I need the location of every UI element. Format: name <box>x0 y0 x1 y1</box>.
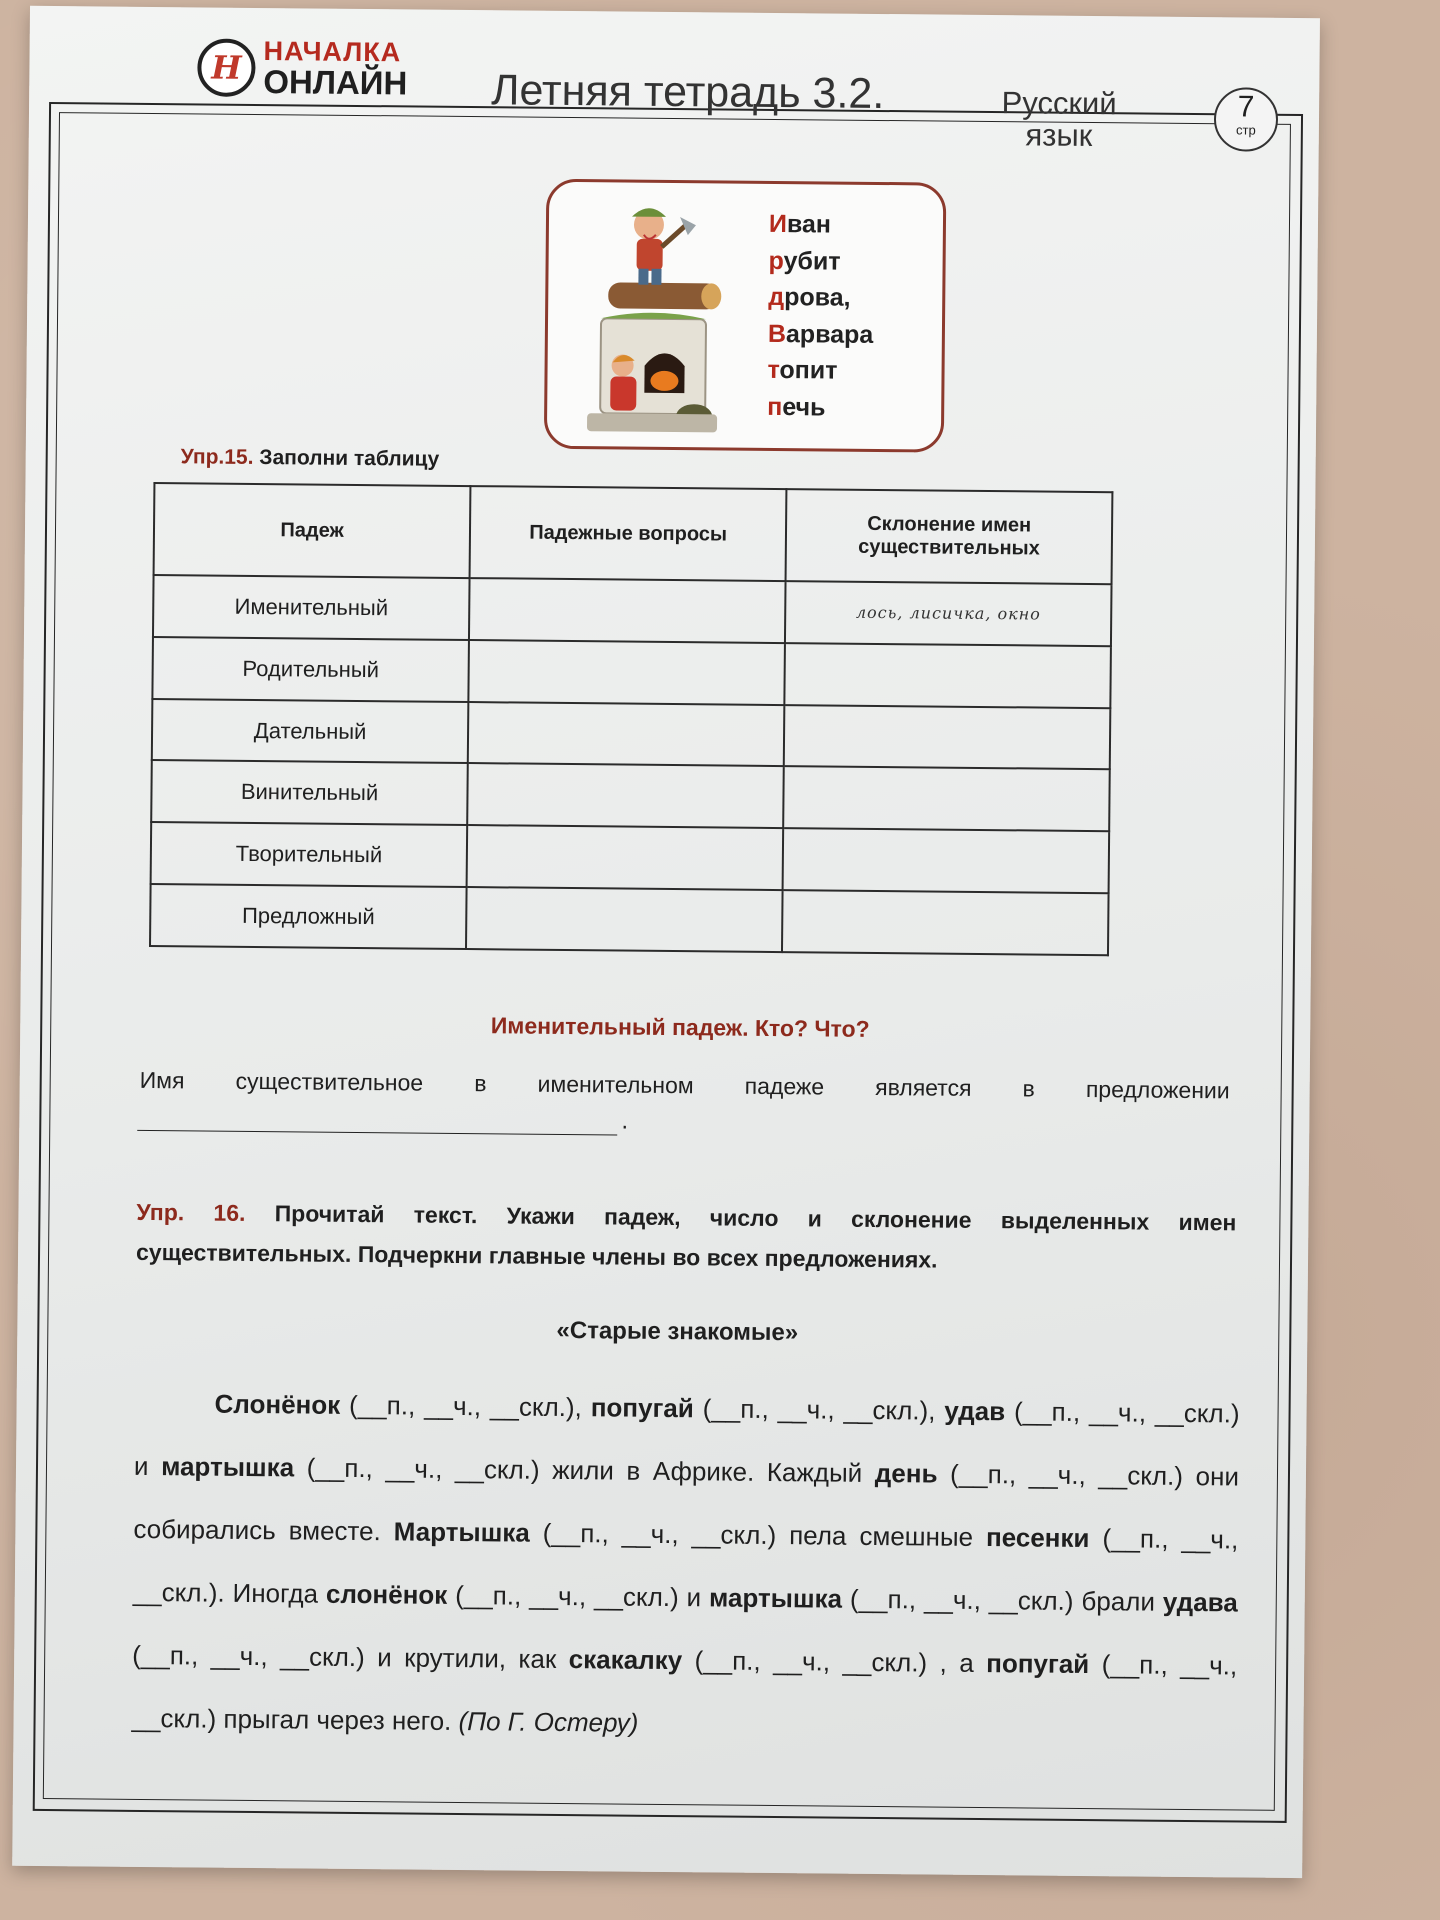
story-text <box>131 1372 1240 1761</box>
table-row <box>151 822 1110 893</box>
sentence-word: печь <box>767 392 826 421</box>
declension-cell[interactable]: лось, лисичка, окно <box>785 581 1111 646</box>
illustration-box <box>544 179 947 453</box>
questions-cell[interactable] <box>469 578 786 643</box>
story-title: «Старые знакомые» <box>556 1316 799 1347</box>
page-number: 7 <box>1237 90 1255 124</box>
declension-cell[interactable] <box>783 767 1109 832</box>
exercise-16-line-2: существительных. Подчеркни главные члены во всех предложениях. <box>135 1238 938 1273</box>
logo-h-icon: Н <box>197 38 256 97</box>
exercise-15-number: Упр.15. <box>180 445 254 469</box>
case-name: Дательный <box>152 699 469 764</box>
highlighted-noun: Слонёнок <box>214 1388 341 1420</box>
sentence-word: топит <box>767 355 838 385</box>
answer-slot-text[interactable]: (__п., __ч., __скл.), <box>340 1389 591 1423</box>
case-name: Родительный <box>152 637 469 702</box>
brand-logo <box>197 36 408 102</box>
story-source: (По Г. Остеру) <box>458 1706 639 1738</box>
subject-label <box>979 87 1140 153</box>
questions-cell[interactable] <box>468 640 785 705</box>
exercise-15-heading <box>181 445 440 471</box>
header-case: Падеж <box>154 483 471 578</box>
highlighted-noun: слонёнок <box>325 1578 448 1610</box>
header-questions: Падежные вопросы <box>470 486 787 581</box>
questions-cell[interactable] <box>467 825 784 890</box>
cases-table <box>149 482 1113 956</box>
highlighted-noun: попугай <box>986 1648 1090 1680</box>
logo-text <box>263 36 408 102</box>
answer-slot-text[interactable]: (__п., __ч., __скл.) они собирались вместе. <box>133 1458 1240 1547</box>
answer-slot-text[interactable]: (__п., __ч., __скл.) , а <box>682 1645 987 1679</box>
case-name: Предложный <box>150 884 467 949</box>
table-row <box>151 760 1110 831</box>
stove-illustration <box>582 310 723 436</box>
answer-slot-text[interactable]: (__п., __ч., __скл.), <box>693 1393 945 1426</box>
exercise-16-text-1: Прочитай текст. Укажи падеж, число и склонение выделенных имен <box>274 1200 1237 1236</box>
case-name: Винительный <box>151 760 468 825</box>
declension-cell[interactable] <box>785 643 1111 708</box>
sentence-word: Варвара <box>767 319 874 349</box>
subject-line-1: Русский <box>1001 85 1117 122</box>
answer-slot-text[interactable]: (__п., __ч., __скл.). Иногда <box>132 1523 1239 1609</box>
sentence-word: дрова, <box>768 282 851 312</box>
sentence-word: рубит <box>768 246 841 276</box>
logo-top-text: НАЧАЛКА <box>263 36 402 68</box>
exercise-16-instruction <box>136 1192 1237 1283</box>
highlighted-noun: мартышка <box>161 1451 295 1483</box>
questions-cell[interactable] <box>467 764 784 829</box>
table-row <box>152 637 1111 708</box>
table-row <box>150 884 1109 955</box>
highlighted-noun: удав <box>944 1395 1006 1427</box>
answer-slot-text[interactable]: (__п., __ч., __скл.) жили в Африке. Каждый <box>293 1452 876 1488</box>
highlighted-noun: мартышка <box>708 1582 843 1614</box>
table-header-row <box>154 483 1113 584</box>
woodcutter-illustration <box>603 194 724 315</box>
exercise-15-instruction: Заполни таблицу <box>259 446 440 471</box>
answer-slot-text[interactable]: (__п., __ч., __скл.) прыгал через него. <box>131 1649 1238 1737</box>
nominative-statement: Имя существительное в именительном падеже является в предложении <box>139 1066 1230 1104</box>
sentence-word: Иван <box>768 209 832 239</box>
answer-slot-text[interactable]: (__п., __ч., __скл.) и <box>133 1396 1240 1482</box>
questions-cell[interactable] <box>466 887 783 952</box>
answer-slot-text[interactable]: (__п., __ч., __скл.) и крутили, как <box>132 1639 569 1675</box>
example-sentence <box>767 206 874 426</box>
declension-cell[interactable] <box>784 705 1110 770</box>
answer-slot-text[interactable]: (__п., __ч., __скл.) и <box>447 1579 710 1613</box>
highlighted-noun: удава <box>1162 1586 1238 1618</box>
page-label: стр <box>1235 122 1256 138</box>
answer-slot-text[interactable]: (__п., __ч., __скл.) брали <box>841 1583 1164 1617</box>
questions-cell[interactable] <box>468 702 785 767</box>
header-declension: Склонение имен существительных <box>786 489 1113 584</box>
logo-bottom-text: ОНЛАЙН <box>263 63 408 102</box>
highlighted-noun: день <box>874 1457 938 1489</box>
nominative-heading: Именительный падеж. Кто? Что? <box>490 1012 870 1042</box>
answer-slot-text[interactable]: (__п., __ч., __скл.) пела смешные <box>529 1517 987 1553</box>
declension-cell[interactable] <box>783 828 1109 893</box>
worksheet-page <box>12 6 1320 1878</box>
declension-cell[interactable] <box>782 890 1108 955</box>
statement-end-dot: . <box>621 1109 629 1135</box>
highlighted-noun: скакалку <box>568 1644 683 1676</box>
table-row <box>152 699 1111 770</box>
highlighted-noun: попугай <box>590 1392 694 1424</box>
document-title: Летняя тетрадь 3.2. <box>491 66 885 119</box>
page-number-badge <box>1214 87 1279 152</box>
highlighted-noun: Мартышка <box>393 1516 530 1548</box>
highlighted-noun: песенки <box>985 1522 1090 1554</box>
exercise-16-number: Упр. 16. <box>136 1198 246 1226</box>
table-row <box>153 575 1112 646</box>
subject-line-2: язык <box>1025 117 1093 154</box>
case-name: Именительный <box>153 575 470 640</box>
case-name: Творительный <box>151 822 468 887</box>
